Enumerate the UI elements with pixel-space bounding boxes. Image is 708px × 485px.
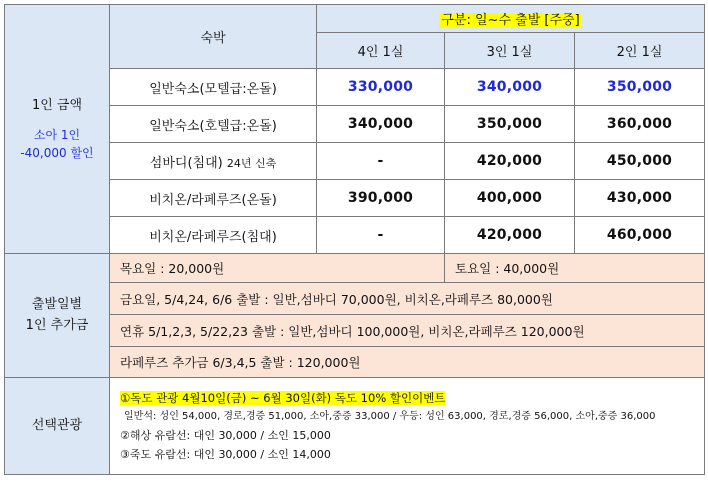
tour-cruise: ②해상 유람선: 대인 30,000 / 소인 15,000 bbox=[120, 428, 331, 442]
price-3p: 420,000 bbox=[445, 217, 575, 254]
price-4p: 390,000 bbox=[317, 180, 445, 217]
price-3p: 340,000 bbox=[445, 69, 575, 106]
tour-dokdo: ①독도 관광 4월10일(금) ~ 6월 30일(화) 독도 10% 할인이벤트 bbox=[120, 390, 446, 405]
departure-header bbox=[317, 5, 705, 33]
table-row bbox=[5, 180, 705, 217]
price-3p: 420,000 bbox=[445, 143, 575, 180]
tour-dokdo-prices: 일반석: 성인 54,000, 경로,경증 51,000, 소아,중증 33,000 / 우등: 성인 63,000, 경로,경증 56,000, 소아,중증 36,000 bbox=[124, 411, 656, 423]
col-header-2p: 2인 1실 bbox=[575, 33, 705, 69]
optional-tours bbox=[110, 378, 705, 475]
price-4p: - bbox=[317, 143, 445, 180]
surcharge-label-line2: 1인 추가금 bbox=[25, 317, 89, 333]
table-row bbox=[5, 217, 705, 254]
price-table bbox=[4, 4, 705, 475]
surcharge-thursday: 목요일 : 20,000원 bbox=[110, 254, 445, 283]
room-name: 일반숙소(호텔급:온돌) bbox=[110, 106, 317, 143]
price-2p: 450,000 bbox=[575, 143, 705, 180]
child-discount-line1: 소아 1인 bbox=[33, 128, 81, 143]
surcharge-label-line1: 출발일별 bbox=[31, 297, 83, 313]
room-name: 비치온/라페루즈(침대) bbox=[110, 217, 317, 254]
price-2p: 460,000 bbox=[575, 217, 705, 254]
price-side-label bbox=[5, 5, 110, 254]
room-name: 일반숙소(모텔급:온돌) bbox=[110, 69, 317, 106]
tour-side-label: 선택관광 bbox=[5, 378, 110, 475]
surcharge-side-label bbox=[5, 254, 110, 378]
lodging-header: 숙박 bbox=[110, 5, 317, 69]
price-2p: 430,000 bbox=[575, 180, 705, 217]
col-header-3p: 3인 1실 bbox=[445, 33, 575, 69]
surcharge-laperouse: 라페루즈 추가금 6/3,4,5 출발 : 120,000원 bbox=[110, 347, 705, 378]
price-3p: 350,000 bbox=[445, 106, 575, 143]
surcharge-friday: 금요일, 5/4,24, 6/6 출발 : 일반,섬바디 70,000원, 비치온,라페루즈 80,000원 bbox=[110, 283, 705, 315]
price-3p: 400,000 bbox=[445, 180, 575, 217]
price-4p: 330,000 bbox=[317, 69, 445, 106]
room-note: 24년 신축 bbox=[226, 156, 277, 170]
table-row bbox=[5, 69, 705, 106]
room-name: 섬바디(침대) bbox=[149, 155, 223, 171]
room-name-cell bbox=[110, 143, 317, 180]
departure-tag: 구분: 일~수 출발 [주중] bbox=[441, 13, 580, 28]
price-2p: 350,000 bbox=[575, 69, 705, 106]
child-discount-line2: -40,000 할인 bbox=[20, 146, 94, 161]
room-name: 비치온/라페루즈(온돌) bbox=[110, 180, 317, 217]
table-row bbox=[5, 143, 705, 180]
surcharge-holiday: 연휴 5/1,2,3, 5/22,23 출발 : 일반,섬바디 100,000원, 비치온,라페루즈 120,000원 bbox=[110, 315, 705, 347]
col-header-4p: 4인 1실 bbox=[317, 33, 445, 69]
price-4p: 340,000 bbox=[317, 106, 445, 143]
price-2p: 360,000 bbox=[575, 106, 705, 143]
price-label: 1인 금액 bbox=[31, 97, 83, 113]
surcharge-saturday: 토요일 : 40,000원 bbox=[445, 254, 705, 283]
tour-jukdo: ③죽도 유람선: 대인 30,000 / 소인 14,000 bbox=[120, 447, 331, 461]
table-row bbox=[5, 106, 705, 143]
price-4p: - bbox=[317, 217, 445, 254]
